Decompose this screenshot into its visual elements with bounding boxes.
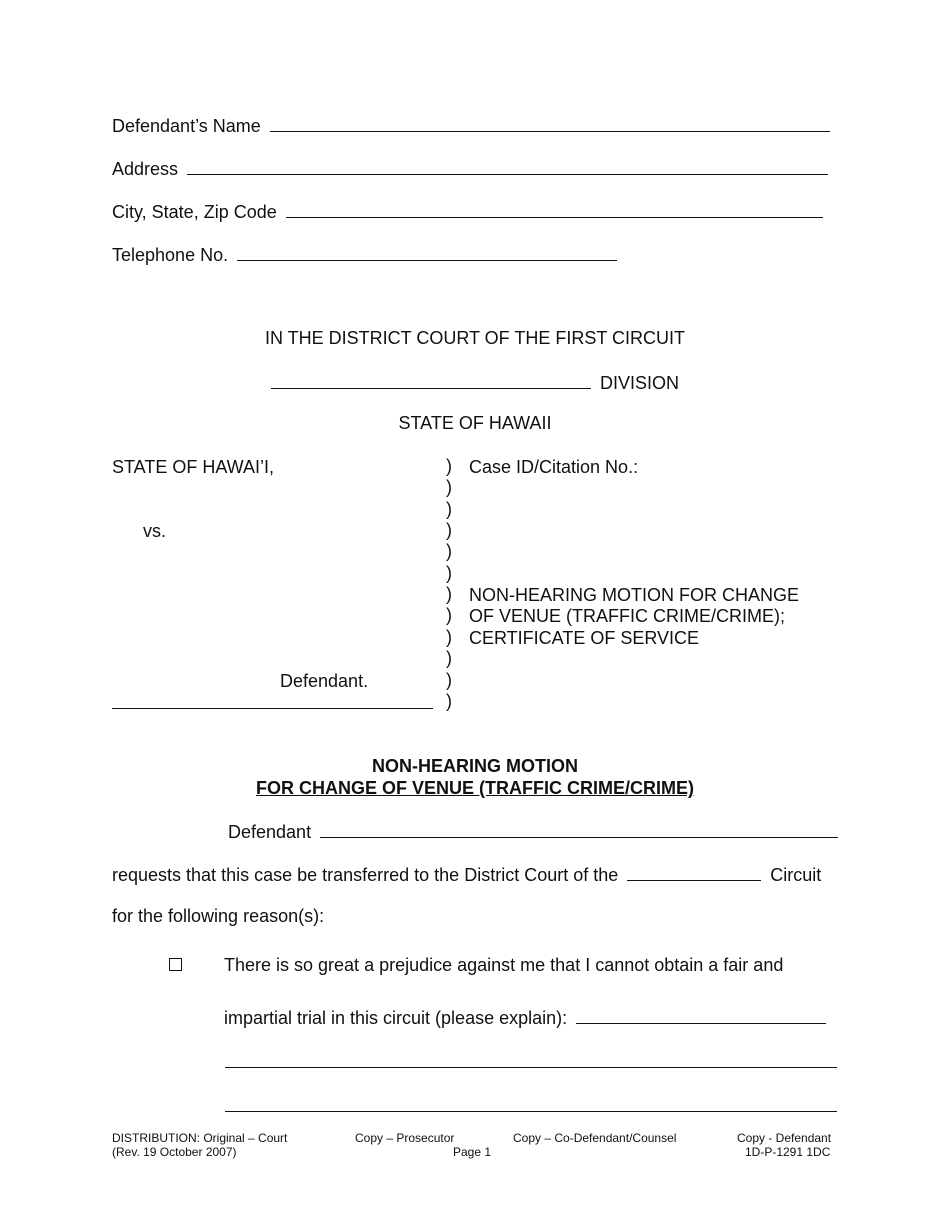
division-label: DIVISION [600, 373, 680, 393]
defendant-name-label: Defendant’s Name [112, 116, 261, 136]
motion-defendant-field[interactable] [320, 819, 838, 838]
footer-distribution: DISTRIBUTION: Original – Court [112, 1131, 288, 1145]
footer-form-number: 1D-P-1291 1DC [745, 1145, 831, 1159]
division-field[interactable] [271, 370, 591, 389]
case-id-label: Case ID/Citation No.: [469, 457, 639, 477]
telephone-field[interactable] [237, 242, 617, 261]
footer-copy-prosecutor: Copy – Prosecutor [355, 1131, 455, 1145]
defendant-caption-label: Defendant. [280, 671, 369, 691]
explain-line-2[interactable] [225, 1093, 837, 1117]
caption-title-line-1: NON-HEARING MOTION FOR CHANGE [469, 585, 800, 605]
motion-defendant-row [228, 819, 838, 843]
footer-copy-codefendant: Copy – Co-Defendant/Counsel [513, 1131, 677, 1145]
court-heading: IN THE DISTRICT COURT OF THE FIRST CIRCUIT [264, 328, 686, 348]
circuit-label: Circuit [770, 865, 822, 885]
circuit-field[interactable] [627, 862, 761, 881]
prejudice-option-line-2: impartial trial in this circuit (please explain): [224, 1008, 568, 1028]
city-state-zip-field[interactable] [286, 199, 823, 218]
motion-subtitle: FOR CHANGE OF VENUE (TRAFFIC CRIME/CRIME) [256, 778, 694, 798]
request-row [112, 862, 821, 886]
explain-line-1[interactable] [225, 1049, 837, 1073]
telephone-row [112, 242, 617, 266]
prejudice-checkbox[interactable] [169, 958, 182, 976]
address-row [112, 156, 828, 180]
city-row [112, 199, 823, 223]
address-label: Address [112, 159, 179, 179]
footer-revision: (Rev. 19 October 2007) [112, 1145, 237, 1159]
caption-title-line-2: OF VENUE (TRAFFIC CRIME/CRIME); [469, 606, 785, 626]
footer-page-number: Page 1 [453, 1145, 492, 1159]
address-field[interactable] [187, 156, 828, 175]
defendant-caption-field[interactable] [112, 690, 433, 714]
request-text: requests that this case be transferred to the District Court of the [112, 865, 619, 885]
prejudice-explain-field[interactable] [576, 1005, 826, 1024]
footer-copy-defendant: Copy - Defendant [737, 1131, 832, 1145]
reason-intro: for the following reason(s): [112, 906, 325, 926]
versus-label: vs. [143, 521, 167, 541]
defendant-name-row [112, 113, 830, 137]
defendant-name-field[interactable] [270, 113, 830, 132]
caption-title-line-3: CERTIFICATE OF SERVICE [469, 628, 700, 648]
prejudice-option-line-1: There is so great a prejudice against me that I cannot obtain a fair and [224, 955, 784, 975]
motion-defendant-label: Defendant [228, 822, 312, 842]
telephone-label: Telephone No. [112, 245, 229, 265]
prejudice-option-row-2 [224, 1005, 826, 1029]
motion-title: NON-HEARING MOTION [372, 756, 578, 776]
state-heading: STATE OF HAWAII [398, 413, 552, 433]
plaintiff-name: STATE OF HAWAI’I, [112, 457, 274, 477]
division-row [271, 370, 679, 394]
city-state-zip-label: City, State, Zip Code [112, 202, 277, 222]
